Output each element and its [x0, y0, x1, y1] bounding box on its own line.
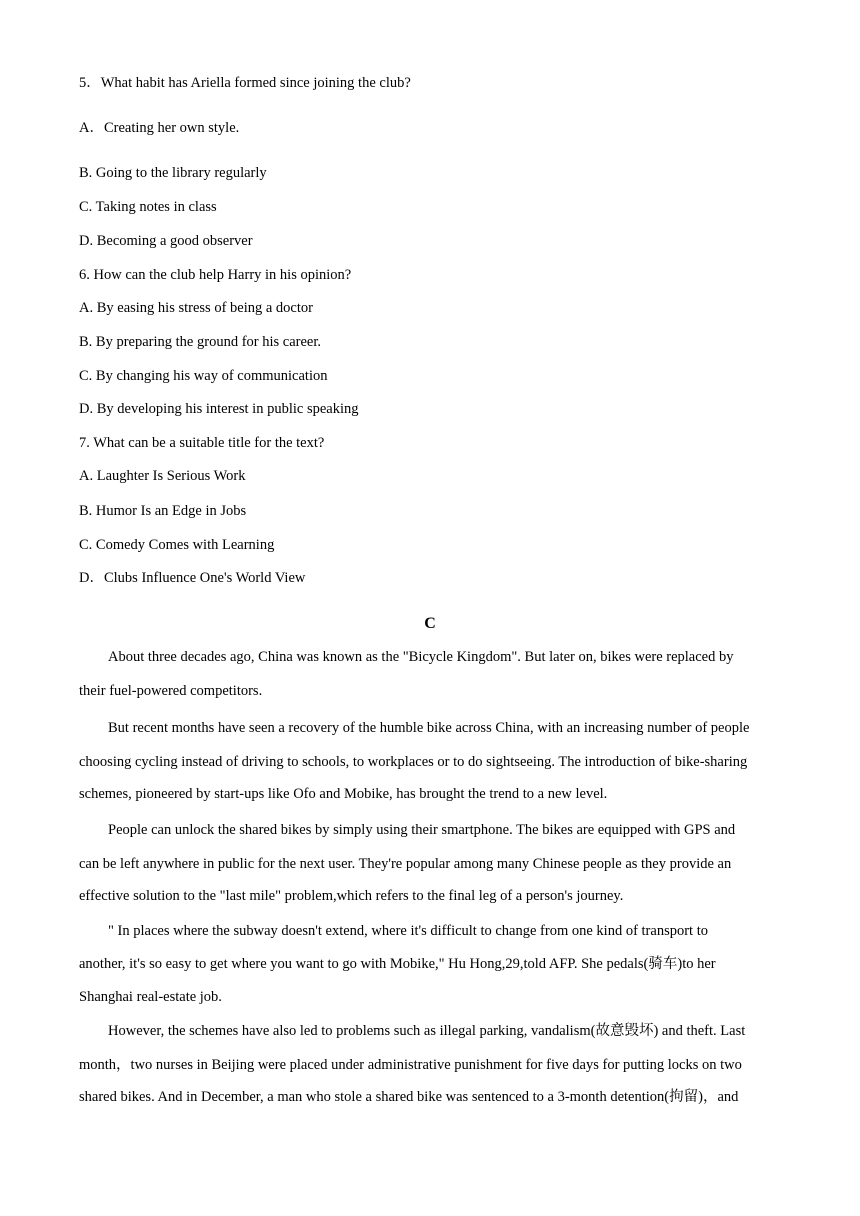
paragraph-line: effective solution to the "last mile" problem,which refers to the final leg of a person's journey.	[79, 888, 624, 904]
question-5-option-b: B. Going to the library regularly	[79, 165, 267, 181]
question-7-option-a: A. Laughter Is Serious Work	[79, 468, 246, 484]
paragraph-line: About three decades ago, China was known as the "Bicycle Kingdom". But later on, bikes were replaced by	[108, 649, 734, 665]
paragraph-line: Shanghai real-estate job.	[79, 989, 222, 1005]
section-heading: C	[424, 615, 436, 632]
question-6-option-d: D. By developing his interest in public speaking	[79, 401, 359, 417]
question-7-option-c: C. Comedy Comes with Learning	[79, 537, 275, 553]
paragraph-line: schemes, pioneered by start-ups like Ofo and Mobike, has brought the trend to a new level.	[79, 786, 608, 802]
paragraph-line: their fuel-powered competitors.	[79, 683, 263, 699]
question-6-option-b: B. By preparing the ground for his career.	[79, 334, 321, 350]
paragraph-line: " In places where the subway doesn't extend, where it's difficult to change from one kind of transport to	[108, 923, 708, 939]
question-5-option-a: A．Creating her own style.	[79, 120, 240, 136]
question-5-stem: 5．What habit has Ariella formed since joining the club?	[79, 75, 411, 91]
paragraph-line: shared bikes. And in December, a man who stole a shared bike was sentenced to a 3-month detention(拘留)，and	[79, 1089, 739, 1105]
question-5-option-c: C. Taking notes in class	[79, 199, 217, 215]
question-6-option-a: A. By easing his stress of being a doctor	[79, 300, 313, 316]
paragraph-line: choosing cycling instead of driving to schools, to workplaces or to do sightseeing. The introduction of bike-sharing	[79, 754, 748, 770]
question-7-option-d: D．Clubs Influence One's World View	[79, 570, 306, 586]
paragraph-line: month，two nurses in Beijing were placed under administrative punishment for five days for putting locks on two	[79, 1057, 742, 1073]
paragraph-line: But recent months have seen a recovery of the humble bike across China, with an increasing number of people	[108, 720, 750, 736]
paragraph-line: another, it's so easy to get where you want to go with Mobike," Hu Hong,29,told AFP. She pedals(骑车)to her	[79, 956, 716, 972]
question-6-stem: 6. How can the club help Harry in his opinion?	[79, 267, 352, 283]
question-7-option-b: B. Humor Is an Edge in Jobs	[79, 503, 247, 519]
question-5-option-d: D. Becoming a good observer	[79, 233, 253, 249]
paragraph-line: can be left anywhere in public for the next user. They're popular among many Chinese people as they provide an	[79, 856, 732, 872]
question-6-option-c: C. By changing his way of communication	[79, 368, 328, 384]
paragraph-line: People can unlock the shared bikes by simply using their smartphone. The bikes are equipped with GPS and	[108, 822, 736, 838]
question-7-stem: 7. What can be a suitable title for the text?	[79, 435, 325, 451]
paragraph-line: However, the schemes have also led to problems such as illegal parking, vandalism(故意毁坏) and theft. Last	[108, 1023, 746, 1039]
